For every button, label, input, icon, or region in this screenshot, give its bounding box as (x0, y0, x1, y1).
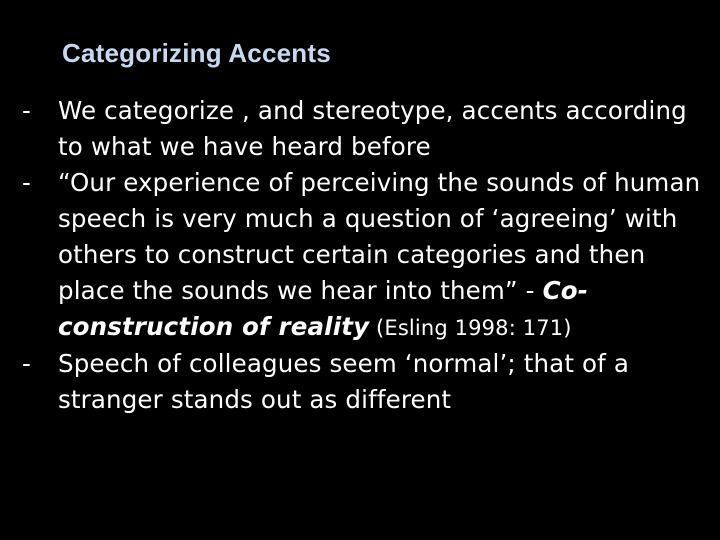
bullet-list (22, 93, 712, 418)
bullet-text: Speech of colleagues seem ‘normal’; that of a stranger stands out as different (58, 349, 630, 414)
bullet-item-1 (22, 93, 712, 165)
bullet-dash: - (22, 96, 31, 125)
bullet-item-2 (22, 165, 712, 346)
bullet-dash: - (22, 168, 31, 197)
bullet-quote: “Our experience of perceiving the sounds of human speech is very much a question of ‘agreeing’ with others to construct certain categories and then place the sounds we hear into them” - (58, 168, 701, 305)
bullet-item-3 (22, 346, 712, 418)
slide-title: Categorizing Accents (62, 38, 331, 68)
bullet-dash: - (22, 349, 31, 378)
bullet-text: We categorize , and stereotype, accents according to what we have heard before (58, 96, 687, 161)
bullet-citation: (Esling 1998: 171) (369, 316, 572, 340)
bullet-emphasis: Co-construction of reality (58, 276, 589, 341)
